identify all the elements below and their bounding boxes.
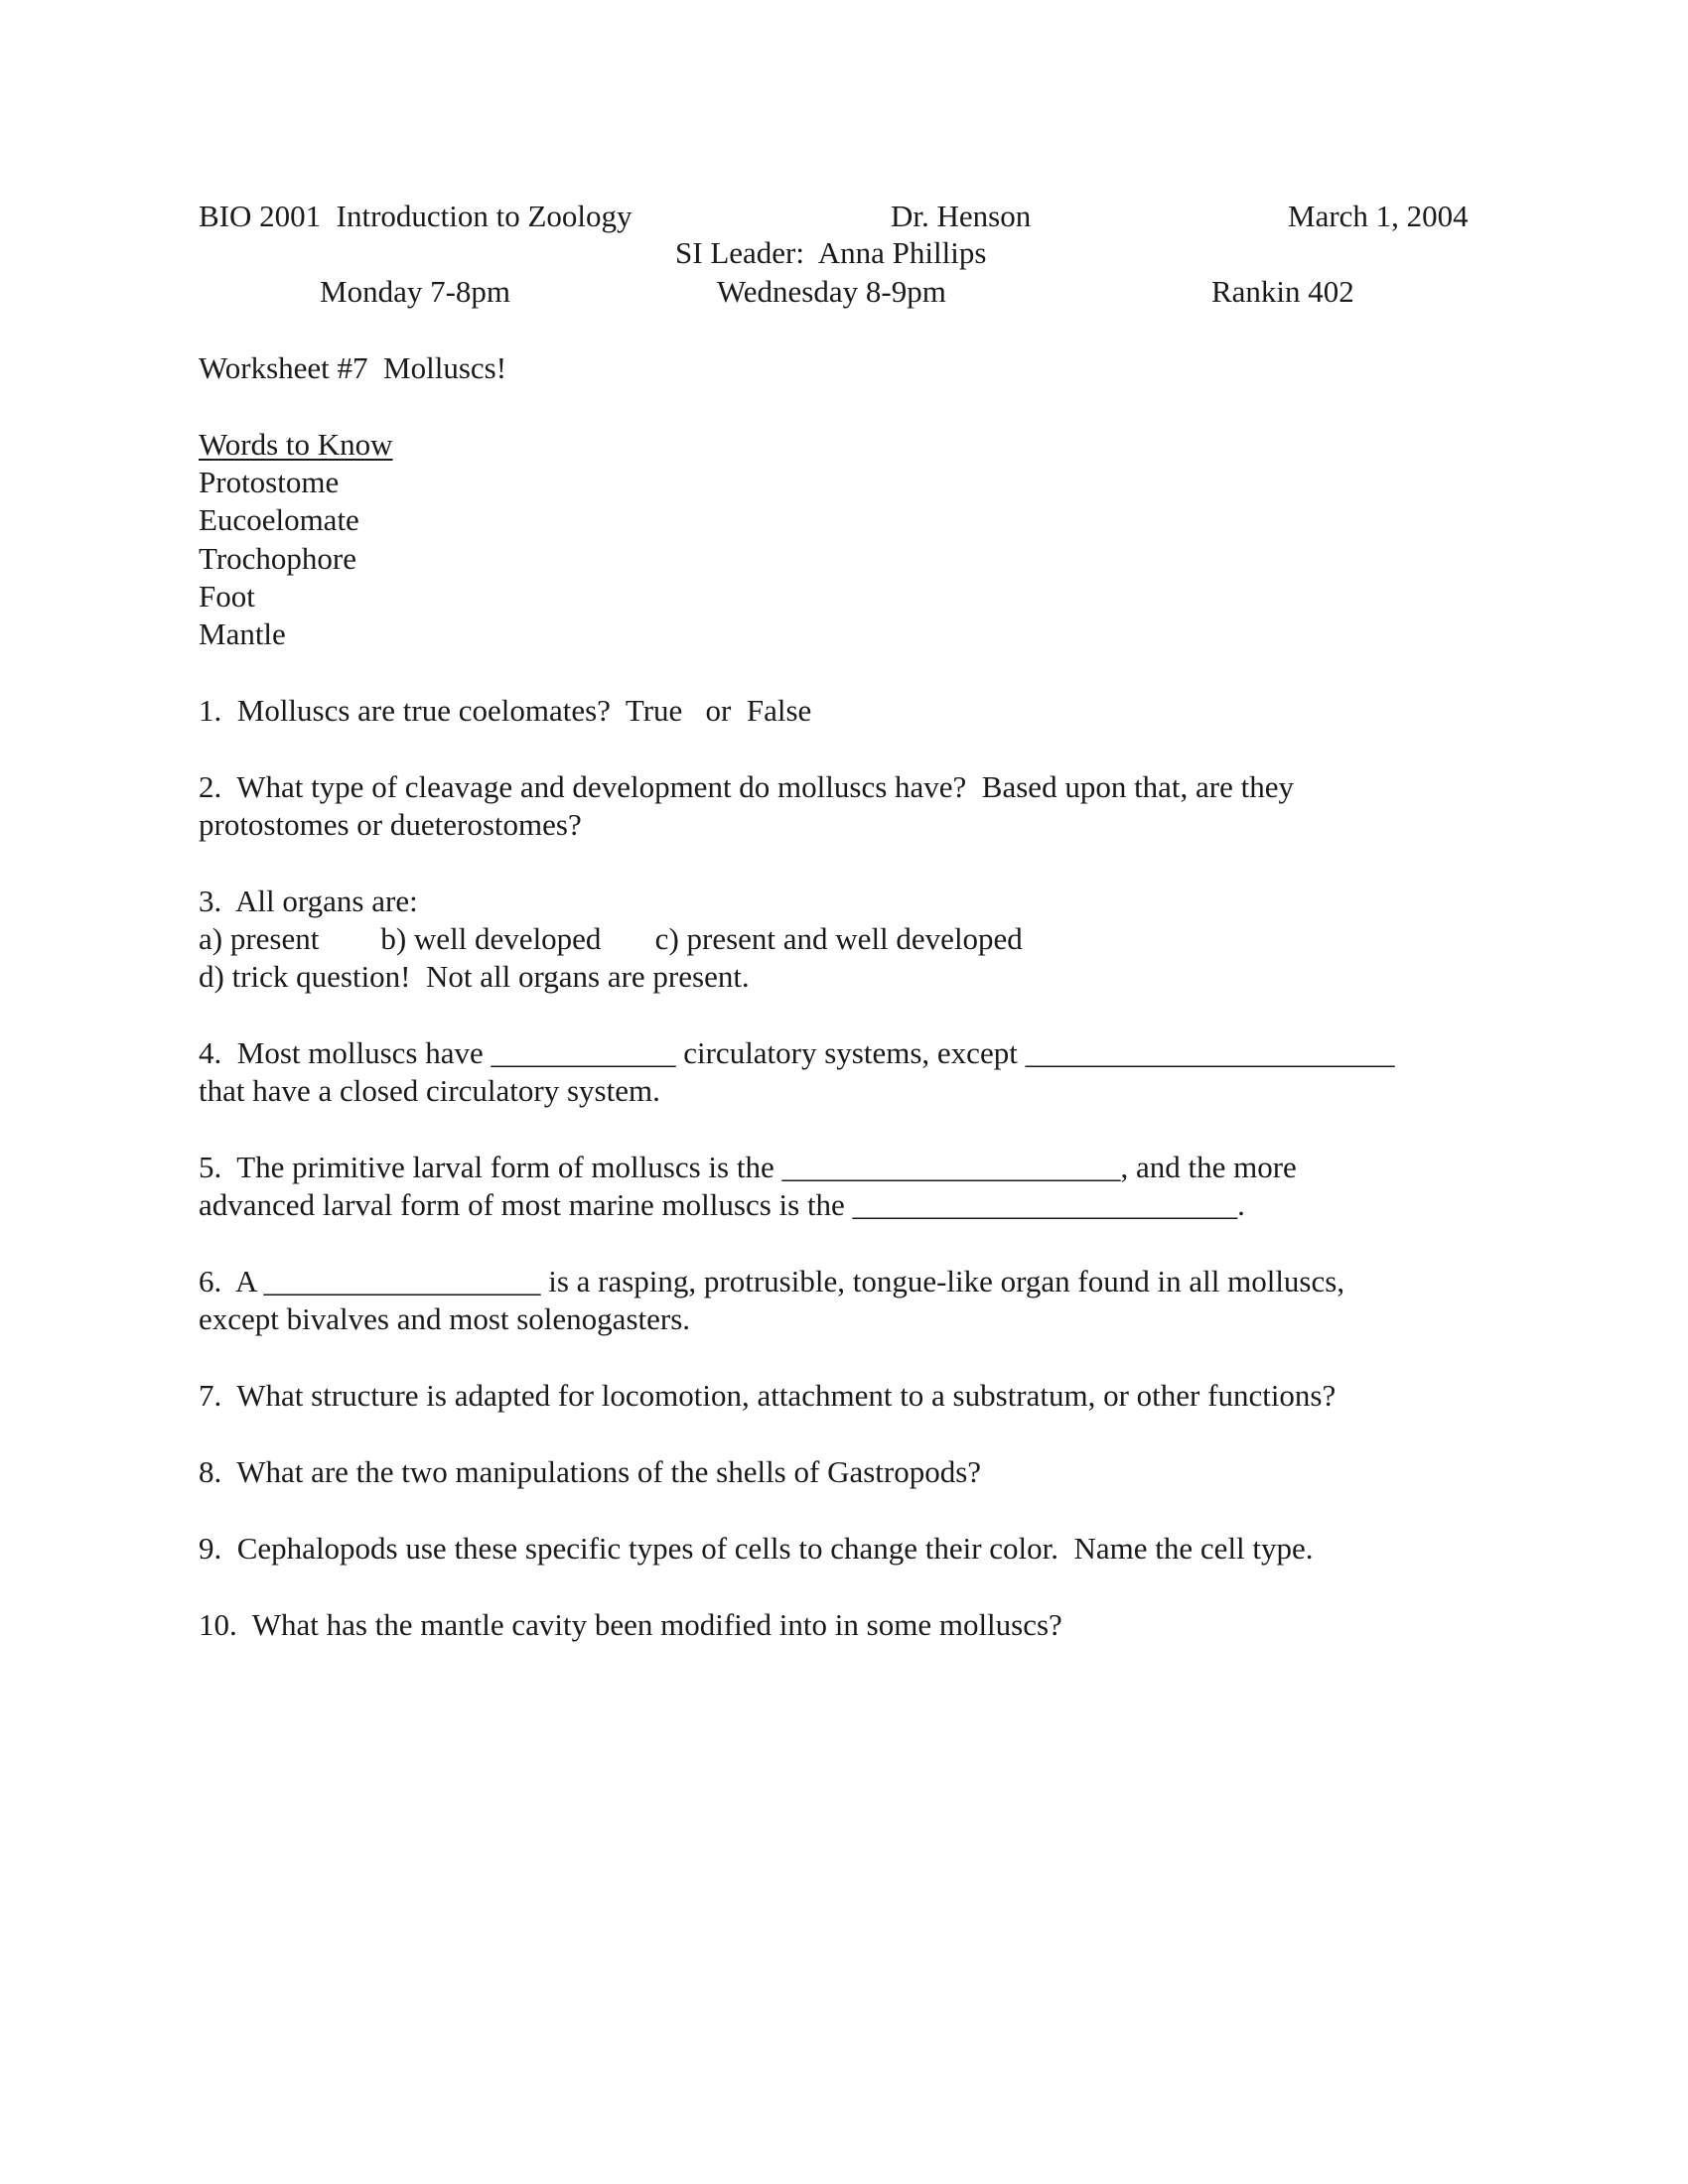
session-monday: Monday 7-8pm (320, 274, 511, 309)
question-9: 9. Cephalopods use these specific types of cells to change their color. Name the cell type. (199, 1531, 1314, 1566)
question-10: 10. What has the mantle cavity been modified into in some molluscs? (199, 1607, 1062, 1642)
worksheet-title: Worksheet #7 Molluscs! (199, 350, 507, 385)
term-item: Protostome (199, 465, 340, 499)
question-7: 7. What structure is adapted for locomotion, attachment to a substratum, or other functions? (199, 1378, 1336, 1413)
instructor-name: Dr. Henson (891, 199, 1032, 233)
session-room: Rankin 402 (1211, 274, 1354, 309)
question-4-line-1: 4. Most molluscs have ____________ circulatory systems, except ________________________ (199, 1035, 1395, 1070)
question-4-line-2: that have a closed circulatory system. (199, 1073, 660, 1108)
question-2-line-1: 2. What type of cleavage and development do molluscs have? Based upon that, are they (199, 769, 1295, 804)
question-8: 8. What are the two manipulations of the shells of Gastropods? (199, 1454, 982, 1489)
question-3-option-d: d) trick question! Not all organs are present. (199, 959, 750, 994)
worksheet-date: March 1, 2004 (1288, 199, 1469, 233)
question-3-line-1: 3. All organs are: (199, 884, 418, 918)
question-3-options: a) present b) well developed c) present and well developed (199, 921, 1023, 956)
question-6-line-1: 6. A __________________ is a rasping, protrusible, tongue-like organ found in all molluscs, (199, 1264, 1345, 1298)
term-item: Mantle (199, 616, 286, 651)
question-1: 1. Molluscs are true coelomates? True or False (199, 693, 812, 728)
term-item: Trochophore (199, 541, 357, 576)
question-6-line-2: except bivalves and most solenogasters. (199, 1301, 691, 1336)
session-wednesday: Wednesday 8-9pm (717, 274, 946, 309)
question-5-line-2: advanced larval form of most marine molluscs is the _________________________. (199, 1187, 1245, 1222)
words-to-know-heading: Words to Know (199, 427, 393, 462)
question-2-line-2: protostomes or dueterostomes? (199, 807, 582, 842)
question-5-line-1: 5. The primitive larval form of molluscs is the ______________________, and the more (199, 1150, 1297, 1184)
si-leader: SI Leader: Anna Phillips (675, 235, 987, 270)
course-title: BIO 2001 Introduction to Zoology (199, 199, 633, 233)
term-item: Eucoelomate (199, 502, 359, 537)
term-item: Foot (199, 579, 255, 614)
